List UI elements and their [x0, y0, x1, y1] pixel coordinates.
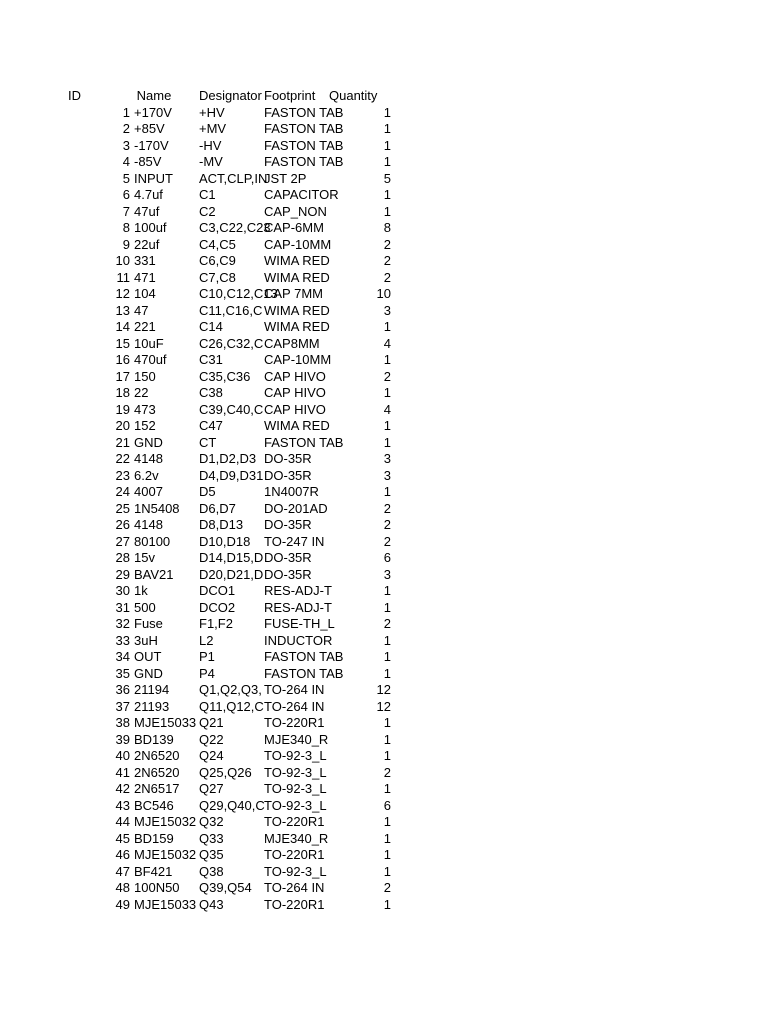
cell-quantity: 1	[383, 154, 391, 169]
cell-name: 6.2v	[134, 467, 159, 483]
cell-footprint: DO-35R	[264, 517, 312, 532]
cell-designator: C47	[199, 418, 223, 433]
cell-designator: C39,C40,C	[199, 401, 264, 417]
cell-quantity: 1	[383, 352, 391, 367]
cell-designator: Q27	[199, 781, 224, 796]
cell-id: 44	[115, 814, 130, 829]
cell-footprint: FASTON TAB	[264, 104, 344, 120]
cell-quantity: 5	[383, 170, 391, 186]
cell-designator: Q11,Q12,C	[199, 698, 264, 714]
cell-id: 36	[115, 682, 130, 697]
cell-designator: C26,C32,C	[199, 335, 264, 351]
cell-name: 1k	[134, 583, 148, 598]
cell-footprint: CAP 7MM	[264, 286, 323, 301]
cell-footprint: TO-92-3_L	[264, 797, 327, 813]
cell-name: GND	[134, 665, 163, 681]
cell-designator: Q35	[199, 847, 224, 862]
cell-id: 5	[122, 170, 130, 186]
cell-footprint: RES-ADJ-T	[264, 599, 332, 615]
cell-footprint: CAP_NON	[264, 203, 327, 219]
cell-id: 41	[115, 764, 130, 780]
cell-id: 43	[115, 797, 130, 813]
cell-footprint: TO-92-3_L	[264, 863, 327, 879]
cell-quantity: 10	[376, 286, 391, 301]
cell-quantity: 1	[383, 203, 391, 219]
cell-footprint: FASTON TAB	[264, 434, 344, 450]
cell-footprint: FASTON TAB	[264, 121, 344, 136]
cell-designator: Q43	[199, 896, 224, 912]
cell-quantity: 1	[383, 847, 391, 862]
cell-quantity: 1	[383, 385, 391, 400]
cell-quantity: 2	[383, 880, 391, 895]
cell-id: 32	[115, 616, 130, 631]
cell-quantity: 1	[383, 599, 391, 615]
cell-quantity: 4	[383, 335, 391, 351]
cell-name: 4148	[134, 451, 163, 466]
cell-id: 37	[115, 698, 130, 714]
cell-id: 29	[115, 566, 130, 582]
cell-footprint: FUSE-TH_L	[264, 616, 335, 631]
cell-designator: C1	[199, 187, 216, 202]
cell-id: 13	[115, 302, 130, 318]
cell-designator: +HV	[199, 104, 225, 120]
cell-quantity: 1	[383, 665, 391, 681]
cell-quantity: 2	[383, 236, 391, 252]
cell-name: 470uf	[134, 352, 167, 367]
cell-footprint: CAP HIVO	[264, 401, 326, 417]
cell-footprint: TO-247 IN	[264, 533, 325, 549]
cell-name: 473	[134, 401, 156, 417]
cell-designator: Q22	[199, 731, 224, 747]
cell-designator: -MV	[199, 154, 223, 169]
cell-quantity: 1	[383, 583, 391, 598]
cell-name: BAV21	[134, 566, 174, 582]
cell-id: 10	[115, 253, 130, 268]
cell-id: 47	[115, 863, 130, 879]
cell-footprint: CAP-10MM	[264, 352, 332, 367]
cell-footprint: MJE340_R	[264, 731, 329, 747]
cell-designator: C14	[199, 319, 223, 334]
cell-footprint: WIMA RED	[264, 319, 330, 334]
cell-footprint: TO-92-3_L	[264, 781, 327, 796]
cell-designator: D6,D7	[199, 500, 236, 516]
cell-designator: D5	[199, 484, 216, 499]
cell-id: 27	[115, 533, 130, 549]
cell-id: 30	[115, 583, 130, 598]
cell-name: 4148	[134, 517, 163, 532]
cell-id: 11	[116, 269, 130, 285]
cell-id: 23	[115, 467, 130, 483]
cell-name: 21193	[134, 698, 170, 714]
cell-id: 33	[115, 632, 130, 648]
cell-designator: C3,C22,C23	[199, 220, 271, 235]
cell-footprint: FASTON TAB	[264, 154, 344, 169]
cell-footprint: TO-264 IN	[264, 682, 325, 697]
cell-footprint: FASTON TAB	[264, 665, 344, 681]
cell-quantity: 1	[383, 484, 391, 499]
cell-id: 7	[122, 203, 130, 219]
cell-id: 42	[115, 781, 130, 796]
cell-footprint: TO-264 IN	[264, 880, 325, 895]
cell-id: 46	[115, 847, 130, 862]
cell-name: Fuse	[134, 616, 163, 631]
cell-name: 150	[134, 368, 156, 384]
cell-quantity: 6	[383, 797, 391, 813]
cell-quantity: 2	[383, 253, 391, 268]
cell-designator: C35,C36	[199, 368, 251, 384]
cell-quantity: 2	[383, 764, 391, 780]
cell-id: 9	[122, 236, 130, 252]
cell-designator: Q24	[199, 748, 224, 763]
cell-name: 1N5408	[134, 500, 180, 516]
cell-footprint: DO-35R	[264, 451, 312, 466]
cell-footprint: DO-35R	[264, 550, 312, 565]
cell-quantity: 2	[383, 500, 391, 516]
cell-id: 22	[115, 451, 130, 466]
cell-quantity: 2	[383, 368, 391, 384]
cell-quantity: 1	[383, 104, 391, 120]
cell-footprint: DO-201AD	[264, 500, 328, 516]
cell-name: 500	[134, 599, 156, 615]
cell-footprint: DO-35R	[264, 566, 312, 582]
cell-id: 38	[115, 715, 130, 730]
cell-name: BF421	[134, 863, 173, 879]
cell-id: 3	[122, 137, 130, 153]
cell-footprint: WIMA RED	[264, 302, 330, 318]
cell-id: 12	[115, 286, 130, 301]
cell-quantity: 1	[383, 649, 391, 664]
cell-id: 24	[115, 484, 130, 499]
cell-quantity: 3	[383, 467, 391, 483]
cell-name: +170V	[134, 104, 172, 120]
cell-id: 8	[122, 220, 130, 235]
cell-designator: D1,D2,D3	[199, 451, 257, 466]
cell-name: 2N6520	[134, 748, 180, 763]
cell-name: 471	[134, 269, 156, 285]
cell-designator: DCO2	[199, 599, 236, 615]
cell-name: GND	[134, 434, 163, 450]
cell-id: 39	[115, 731, 130, 747]
cell-footprint: CAP HIVO	[264, 368, 326, 384]
cell-designator: C38	[199, 385, 223, 400]
cell-quantity: 2	[383, 269, 391, 285]
cell-name: BD159	[134, 830, 174, 846]
cell-name: -85V	[134, 154, 162, 169]
cell-designator: Q29,Q40,C	[199, 797, 265, 813]
cell-footprint: RES-ADJ-T	[264, 583, 332, 598]
cell-id: 49	[115, 896, 130, 912]
cell-quantity: 2	[383, 517, 391, 532]
cell-id: 1	[122, 104, 130, 120]
cell-name: BC546	[134, 797, 174, 813]
cell-name: BD139	[134, 731, 174, 747]
header-quantity: Quantity	[329, 88, 378, 103]
cell-footprint: FASTON TAB	[264, 649, 344, 664]
cell-quantity: 1	[383, 715, 391, 730]
cell-designator: L2	[199, 632, 214, 648]
cell-name: INPUT	[134, 170, 173, 186]
cell-footprint: CAPACITOR	[264, 187, 339, 202]
cell-name: +85V	[134, 121, 165, 136]
cell-designator: Q32	[199, 814, 224, 829]
cell-footprint: CAP-10MM	[264, 236, 332, 252]
cell-footprint: 1N4007R	[264, 484, 319, 499]
cell-name: 22	[134, 385, 149, 400]
cell-footprint: TO-220R1	[264, 847, 325, 862]
cell-footprint: CAP HIVO	[264, 385, 326, 400]
cell-footprint: JST 2P	[264, 170, 307, 186]
cell-footprint: TO-220R1	[264, 814, 325, 829]
cell-footprint: MJE340_R	[264, 830, 329, 846]
cell-id: 21	[115, 434, 130, 450]
cell-quantity: 1	[383, 434, 391, 450]
cell-quantity: 1	[383, 814, 391, 829]
cell-name: MJE15032	[134, 847, 197, 862]
cell-name: 4.7uf	[134, 187, 163, 202]
cell-footprint: TO-92-3_L	[264, 764, 327, 780]
cell-name: 47uf	[134, 203, 160, 219]
cell-name: 4007	[134, 484, 163, 499]
cell-quantity: 1	[383, 830, 391, 846]
cell-footprint: DO-35R	[264, 467, 312, 483]
cell-name: 10uF	[134, 335, 164, 351]
cell-quantity: 3	[383, 451, 391, 466]
cell-designator: P4	[199, 665, 215, 681]
cell-id: 48	[115, 880, 130, 895]
cell-quantity: 2	[383, 616, 391, 631]
cell-id: 6	[122, 187, 130, 202]
cell-designator: Q39,Q54	[199, 880, 252, 895]
cell-footprint: INDUCTOR	[264, 632, 333, 648]
cell-name: 2N6520	[134, 764, 180, 780]
cell-name: 21194	[134, 682, 170, 697]
cell-name: 221	[134, 319, 156, 334]
cell-quantity: 1	[383, 896, 391, 912]
cell-designator: Q21	[199, 715, 224, 730]
cell-footprint: WIMA RED	[264, 253, 330, 268]
cell-name: 3uH	[134, 632, 158, 648]
cell-name: 80100	[134, 533, 171, 549]
cell-quantity: 12	[376, 682, 391, 697]
cell-designator: C7,C8	[199, 269, 236, 285]
cell-quantity: 1	[383, 632, 391, 648]
cell-quantity: 3	[383, 566, 391, 582]
cell-id: 2	[122, 121, 130, 136]
cell-footprint: FASTON TAB	[264, 137, 344, 153]
cell-designator: D10,D18	[199, 533, 251, 549]
cell-quantity: 8	[383, 220, 391, 235]
cell-designator: +MV	[199, 121, 227, 136]
cell-footprint: WIMA RED	[264, 269, 330, 285]
cell-designator: P1	[199, 649, 215, 664]
cell-id: 34	[115, 649, 130, 664]
cell-quantity: 2	[383, 533, 391, 549]
cell-footprint: TO-92-3_L	[264, 748, 327, 763]
cell-quantity: 1	[383, 137, 391, 153]
cell-designator: C11,C16,C	[199, 302, 263, 318]
cell-name: 152	[134, 418, 156, 433]
cell-quantity: 1	[383, 187, 391, 202]
header-id: ID	[68, 88, 81, 103]
cell-designator: C2	[199, 203, 216, 219]
cell-id: 31	[115, 599, 130, 615]
cell-designator: -HV	[199, 137, 222, 153]
cell-id: 14	[115, 319, 130, 334]
cell-footprint: TO-220R1	[264, 715, 325, 730]
cell-designator: F1,F2	[199, 616, 233, 631]
cell-name: OUT	[134, 649, 162, 664]
cell-quantity: 1	[383, 748, 391, 763]
cell-designator: Q33	[199, 830, 224, 846]
cell-id: 26	[115, 517, 130, 532]
cell-footprint: CAP8MM	[264, 335, 320, 351]
cell-id: 20	[115, 418, 130, 433]
cell-id: 40	[115, 748, 130, 763]
cell-designator: C6,C9	[199, 253, 236, 268]
cell-name: 15v	[134, 550, 155, 565]
cell-quantity: 1	[383, 731, 391, 747]
cell-id: 28	[115, 550, 130, 565]
cell-name: -170V	[134, 137, 169, 153]
header-designator: Designator	[199, 88, 262, 103]
cell-designator: D14,D15,D	[199, 550, 264, 565]
cell-quantity: 1	[383, 863, 391, 879]
cell-designator: DCO1	[199, 583, 236, 598]
cell-name: MJE15033	[134, 715, 197, 730]
header-name: Name	[136, 88, 172, 103]
cell-id: 45	[115, 830, 130, 846]
cell-designator: D4,D9,D31	[199, 467, 264, 483]
cell-designator: CT	[199, 434, 217, 450]
cell-name: 104	[134, 286, 156, 301]
cell-id: 4	[122, 154, 130, 169]
cell-designator: Q1,Q2,Q3,	[199, 682, 262, 697]
cell-designator: D20,D21,D	[199, 566, 264, 582]
cell-id: 18	[115, 385, 130, 400]
cell-quantity: 3	[383, 302, 391, 318]
cell-designator: Q25,Q26	[199, 764, 252, 780]
cell-id: 16	[115, 352, 130, 367]
cell-name: 331	[134, 253, 156, 268]
cell-id: 19	[115, 401, 130, 417]
cell-name: 100N50	[134, 880, 180, 895]
cell-designator: C4,C5	[199, 236, 236, 252]
cell-designator: C31	[199, 352, 223, 367]
cell-quantity: 1	[383, 121, 391, 136]
cell-footprint: WIMA RED	[264, 418, 330, 433]
cell-quantity: 6	[383, 550, 391, 565]
cell-id: 17	[115, 368, 130, 384]
cell-id: 15	[115, 335, 130, 351]
header-footprint: Footprint	[264, 88, 316, 103]
cell-name: MJE15033	[134, 896, 197, 912]
cell-designator: Q38	[199, 863, 224, 879]
cell-id: 25	[115, 500, 130, 516]
cell-designator: D8,D13	[199, 517, 244, 532]
cell-footprint: TO-220R1	[264, 896, 325, 912]
cell-quantity: 1	[383, 319, 391, 334]
cell-name: 47	[134, 302, 149, 318]
cell-designator: ACT,CLP,IN	[199, 170, 268, 186]
cell-name: 100uf	[134, 220, 167, 235]
cell-quantity: 1	[383, 418, 391, 433]
cell-quantity: 4	[383, 401, 391, 417]
cell-quantity: 1	[383, 781, 391, 796]
cell-name: 22uf	[134, 236, 160, 252]
cell-id: 35	[115, 665, 130, 681]
cell-footprint: CAP-6MM	[264, 220, 324, 235]
cell-footprint: TO-264 IN	[264, 698, 325, 714]
cell-name: 2N6517	[134, 781, 180, 796]
cell-name: MJE15032	[134, 814, 197, 829]
cell-quantity: 12	[376, 698, 391, 714]
cell-designator: C10,C12,C13	[199, 286, 278, 301]
